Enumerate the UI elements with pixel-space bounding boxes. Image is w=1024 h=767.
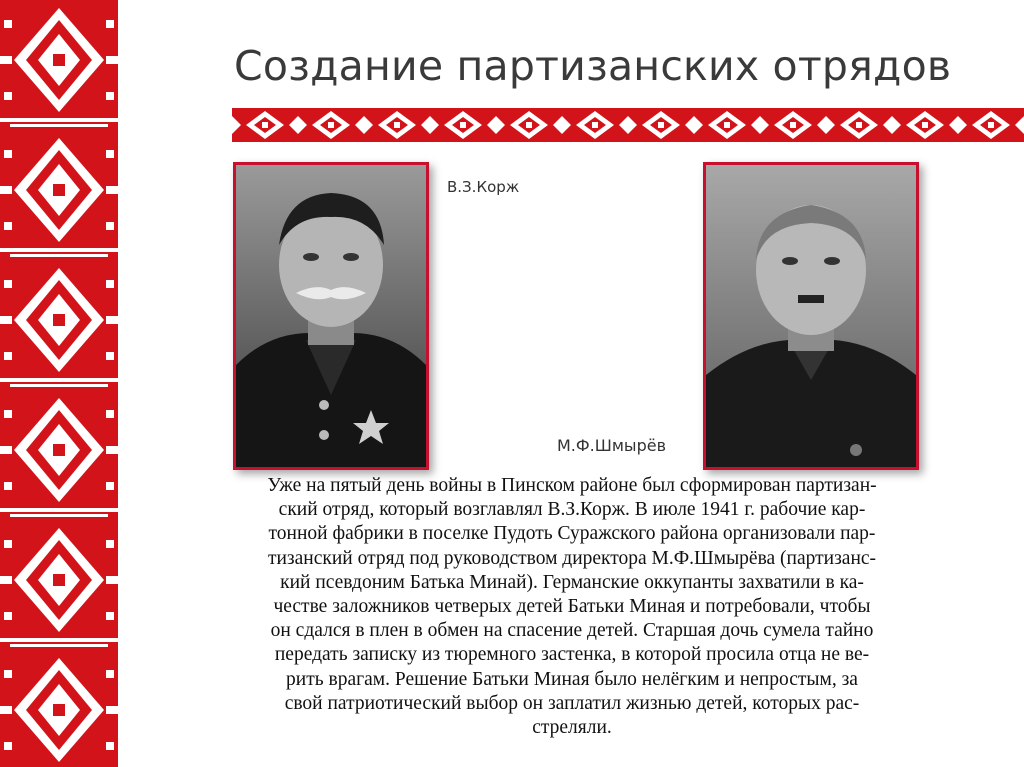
body-line: ский отряд, который возглавлял В.З.Корж. В июле 1941 г. рабочие кар- [278,499,866,521]
body-line: честве заложников четверых детей Батьки Миная и потребовали, чтобы [273,596,871,618]
portrait-shmyrev [703,162,919,470]
body-paragraph [140,474,1004,740]
portrait-caption-shmyrev: М.Ф.Шмырёв [557,436,666,455]
ornament-band-icon [232,108,1024,142]
body-line: стреляли. [532,717,612,739]
body-line: кий псевдоним Батька Минай). Германские оккупанты захватили в ка- [280,571,864,593]
portrait-korzh [233,162,429,470]
body-line: он сдался в плен в обмен на спасение детей. Старшая дочь сумела тайно [270,620,874,642]
portrait-caption-korzh: В.З.Корж [447,178,520,196]
ornament-left-border [0,0,118,767]
body-line: тонной фабрики в поселке Пудоть Суражского района организовали пар- [268,523,876,545]
portrait-man-bald-icon [706,165,916,467]
portrait-man-mustache-icon [236,165,426,467]
ornament-pattern-icon [0,0,118,767]
body-line: рить врагам. Решение Батьки Миная было нелёгким и непростым, за [286,668,858,690]
body-line: Уже на пятый день войны в Пинском районе был сформирован партизан- [267,475,877,496]
ornament-band [232,108,1024,142]
body-line: свой патриотический выбор он заплатил жизнью детей, которых рас- [284,692,860,714]
page-title: Создание партизанских отрядов [234,42,952,90]
body-line: тизанский отряд под руководством директора М.Ф.Шмырёва (партизанс- [267,547,877,569]
body-line: передать записку из тюремного застенка, в которой просила отца не ве- [274,644,870,666]
